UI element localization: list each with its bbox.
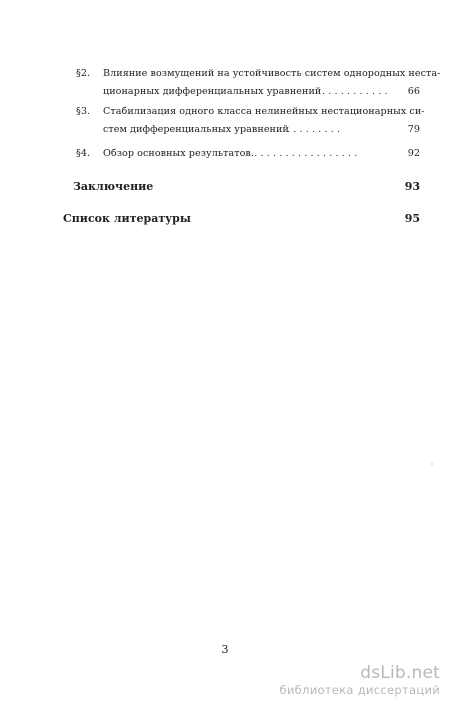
section-title-line-1: Влияние возмущений на устойчивость систем однородных неста-	[103, 68, 441, 79]
leader-dots: .........	[287, 124, 344, 135]
section-page-number: 92	[407, 148, 420, 159]
section-page-number: 79	[407, 124, 420, 135]
chapter-title: Заключение	[73, 180, 154, 193]
watermark-subtitle: библиотека диссертаций	[279, 683, 440, 697]
leader-dots: ..................	[248, 148, 361, 159]
section-number: §4.	[76, 148, 91, 159]
chapter-page-number: 93	[404, 180, 420, 193]
section-number: §3.	[76, 106, 91, 117]
toc-entry-section-3	[0, 106, 450, 136]
toc-chapter-references	[0, 212, 450, 226]
toc-chapter-conclusion	[0, 180, 450, 194]
section-title-line-1: Стабилизация одного класса нелинейных нестационарных си-	[103, 106, 425, 117]
section-number: §2.	[76, 68, 91, 79]
page-number: 3	[221, 643, 229, 656]
watermark-logo: dsLib.net	[360, 663, 440, 683]
toc-entry-section-2	[0, 68, 450, 98]
section-title-line-2: ционарных дифференциальных уравнений	[103, 86, 322, 97]
section-title-line-2: стем дифференциальных уравнений	[103, 124, 289, 135]
chapter-page-number: 95	[404, 212, 420, 225]
scan-speck	[431, 463, 433, 465]
section-page-number: 66	[407, 86, 420, 97]
toc-entry-section-4	[0, 148, 450, 162]
watermark	[240, 663, 440, 697]
chapter-title: Список литературы	[63, 212, 191, 225]
leader-dots: ...........	[322, 86, 391, 97]
section-title-line-1: Обзор основных результатов.	[103, 148, 254, 159]
